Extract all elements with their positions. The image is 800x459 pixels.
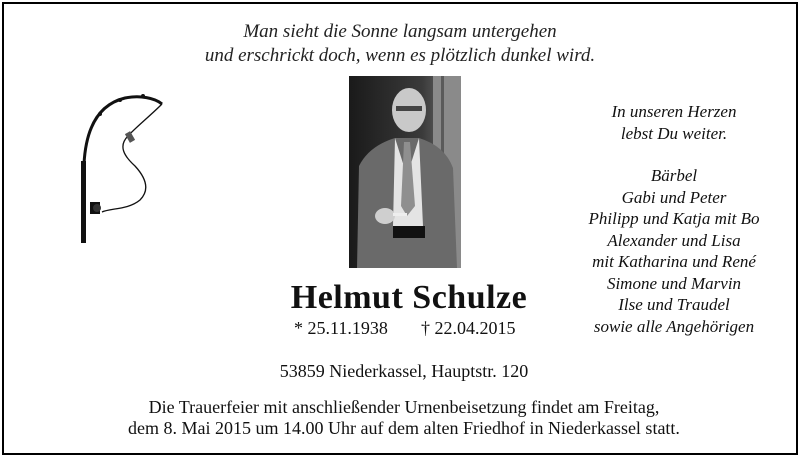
death-date: † 22.04.2015 — [421, 318, 516, 338]
mourner-name: Simone und Marvin — [606, 273, 742, 293]
mourner-name: Alexander und Lisa — [607, 230, 741, 250]
spacer — [564, 144, 784, 165]
fishing-rod-icon — [80, 86, 170, 256]
mourner-name: Ilse und Traudel — [618, 295, 730, 314]
mourners-intro-2: lebst Du weiter. — [620, 123, 728, 143]
mourner-name: Gabi und Peter — [621, 187, 727, 207]
quote-line-2: und erschrickt doch, wenn es plötzlich dunkel wird. — [204, 45, 596, 66]
portrait-photo — [349, 76, 461, 268]
mourner-name: Bärbel — [650, 166, 698, 185]
ceremony-line-1: Die Trauerfeier mit anschließender Urnenbeisetzung findet am Freitag, — [148, 397, 660, 417]
quote-line-1: Man sieht die Sonne langsam untergehen — [243, 21, 557, 42]
mourner-name: mit Katharina und René — [592, 252, 756, 271]
obituary-card — [2, 2, 798, 455]
mourners-intro-1: In unseren Herzen — [611, 102, 737, 121]
mourner-name: sowie alle Angehörigen — [593, 316, 755, 336]
ceremony-line-2: dem 8. Mai 2015 um 14.00 Uhr auf dem alten Friedhof in Niederkassel statt. — [128, 418, 680, 438]
mourners-block — [564, 101, 784, 337]
deceased-name: Helmut Schulze — [290, 279, 528, 316]
mourner-name: Philipp und Katja mit Bo — [588, 209, 760, 228]
birth-date: * 25.11.1938 — [294, 318, 388, 338]
address: 53859 Niederkassel, Hauptstr. 120 — [279, 361, 529, 381]
